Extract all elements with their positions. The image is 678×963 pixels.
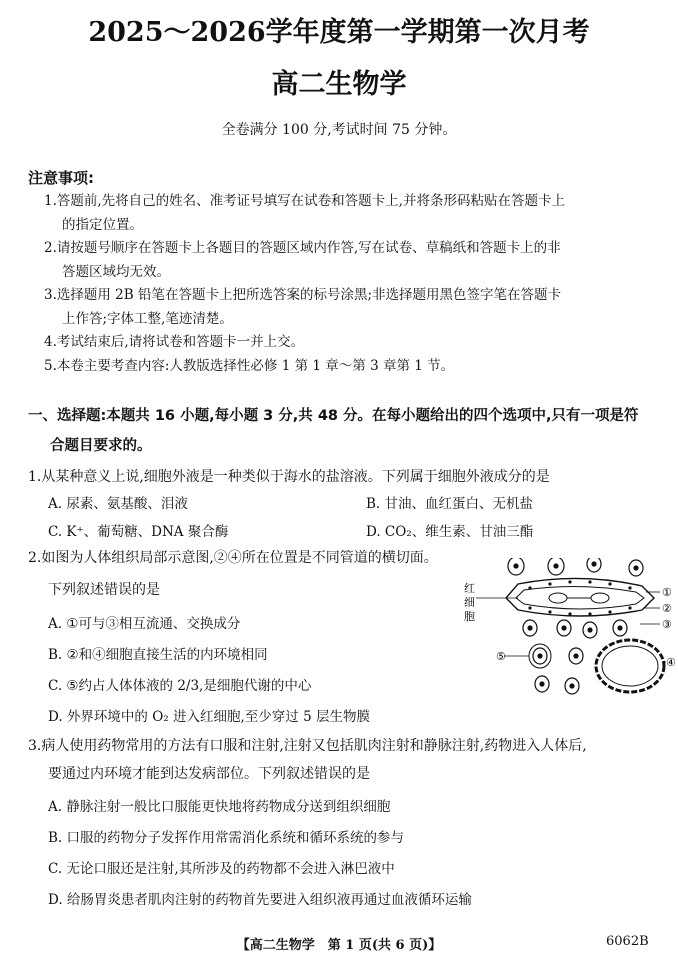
section-line: 合题目要求的。 bbox=[50, 438, 152, 454]
paper-code: 6062B bbox=[606, 934, 649, 949]
section-heading bbox=[28, 401, 658, 461]
question-2-stem: 2.如图为人体组织局部示意图,②④所在位置是不同管道的横切面。 bbox=[28, 550, 438, 566]
notice-list bbox=[44, 190, 654, 378]
notice-line: 5.本卷主要考查内容:人教版选择性必修 1 第 1 章～第 3 章第 1 节。 bbox=[44, 357, 455, 374]
notice-line: 的指定位置。 bbox=[62, 216, 143, 233]
question-3-stem: 3.病人使用药物常用的方法有口服和注射,注射又包括肌肉注射和静脉注射,药物进入人体后, bbox=[28, 738, 587, 754]
notice-heading: 注意事项: bbox=[28, 169, 94, 187]
notice-item bbox=[44, 284, 654, 331]
exam-title: 2025～2026学年度第一学期第一次月考 bbox=[88, 17, 590, 48]
notice-item bbox=[44, 237, 654, 284]
question-1-option-a[interactable]: A. 尿素、氨基酸、泪液 bbox=[48, 496, 188, 512]
question-3-option-c[interactable]: C. 无论口服还是注射,其所涉及的药物都不会进入淋巴液中 bbox=[48, 861, 395, 877]
side-label: 红 bbox=[464, 582, 475, 595]
question-3-option-b[interactable]: B. 口服的药物分子发挥作用常需消化系统和循环系统的参与 bbox=[48, 830, 405, 846]
question-2-stem-cont: 下列叙述错误的是 bbox=[48, 582, 160, 598]
marker-2: ② bbox=[662, 602, 672, 615]
notice-line: 2.请按题号顺序在答题卡上各题目的答题区域内作答,写在试卷、草稿纸和答题卡上的非 bbox=[44, 240, 561, 256]
question-2-option-b[interactable]: B. ②和④细胞直接生活的内环境相同 bbox=[48, 647, 268, 663]
score-line: 全卷满分 100 分,考试时间 75 分钟。 bbox=[221, 122, 457, 138]
question-3-option-d[interactable]: D. 给肠胃炎患者肌肉注射的药物首先要进入组织液再通过血液循环运输 bbox=[48, 892, 472, 908]
question-1-option-c[interactable]: C. K⁺、葡萄糖、DNA 聚合酶 bbox=[48, 524, 229, 540]
question-2-option-d[interactable]: D. 外界环境中的 O₂ 进入红细胞,至少穿过 5 层生物膜 bbox=[48, 709, 370, 725]
tissue-diagram bbox=[460, 558, 678, 706]
question-2-option-c[interactable]: C. ⑤约占人体体液的 2/3,是细胞代谢的中心 bbox=[48, 678, 312, 694]
subject-title: 高二生物学 bbox=[271, 69, 407, 100]
page-footer: 【高二生物学 第 1 页(共 6 页)】 bbox=[236, 938, 442, 953]
marker-1: ① bbox=[662, 586, 672, 599]
notice-line: 1.答题前,先将自己的姓名、准考证号填写在试卷和答题卡上,并将条形码粘贴在答题卡上 bbox=[44, 193, 565, 209]
notice-item bbox=[44, 190, 654, 237]
notice-line: 4.考试结束后,请将试卷和答题卡一并上交。 bbox=[44, 334, 305, 350]
side-label: 细 bbox=[464, 596, 475, 609]
marker-5: ⑤ bbox=[496, 650, 506, 663]
question-1-option-d[interactable]: D. CO₂、维生素、甘油三酯 bbox=[366, 524, 534, 540]
notice-item bbox=[44, 355, 654, 379]
question-2-option-a[interactable]: A. ①可与③相互流通、交换成分 bbox=[48, 616, 241, 632]
question-1-stem: 1.从某种意义上说,细胞外液是一种类似于海水的盐溶液。下列属于细胞外液成分的是 bbox=[28, 469, 550, 485]
question-3-option-a[interactable]: A. 静脉注射一般比口服能更快地将药物成分送到组织细胞 bbox=[48, 799, 391, 815]
section-line: 一、选择题:本题共 16 小题,每小题 3 分,共 48 分。在每小题给出的四个选项中,只有一项是符 bbox=[28, 408, 639, 424]
notice-line: 上作答;字体工整,笔迹清楚。 bbox=[62, 310, 233, 327]
marker-3: ③ bbox=[662, 618, 672, 631]
side-label: 胞 bbox=[464, 610, 475, 623]
notice-line: 答题区域均无效。 bbox=[62, 263, 170, 280]
notice-item bbox=[44, 331, 654, 355]
notice-line: 3.选择题用 2B 铅笔在答题卡上把所选答案的标号涂黑;非选择题用黑色签字笔在答题卡 bbox=[44, 287, 562, 303]
question-3-stem-cont: 要通过内环境才能到达发病部位。下列叙述错误的是 bbox=[48, 766, 370, 782]
marker-4: ④ bbox=[666, 656, 676, 669]
question-1-option-b[interactable]: B. 甘油、血红蛋白、无机盐 bbox=[366, 496, 534, 512]
